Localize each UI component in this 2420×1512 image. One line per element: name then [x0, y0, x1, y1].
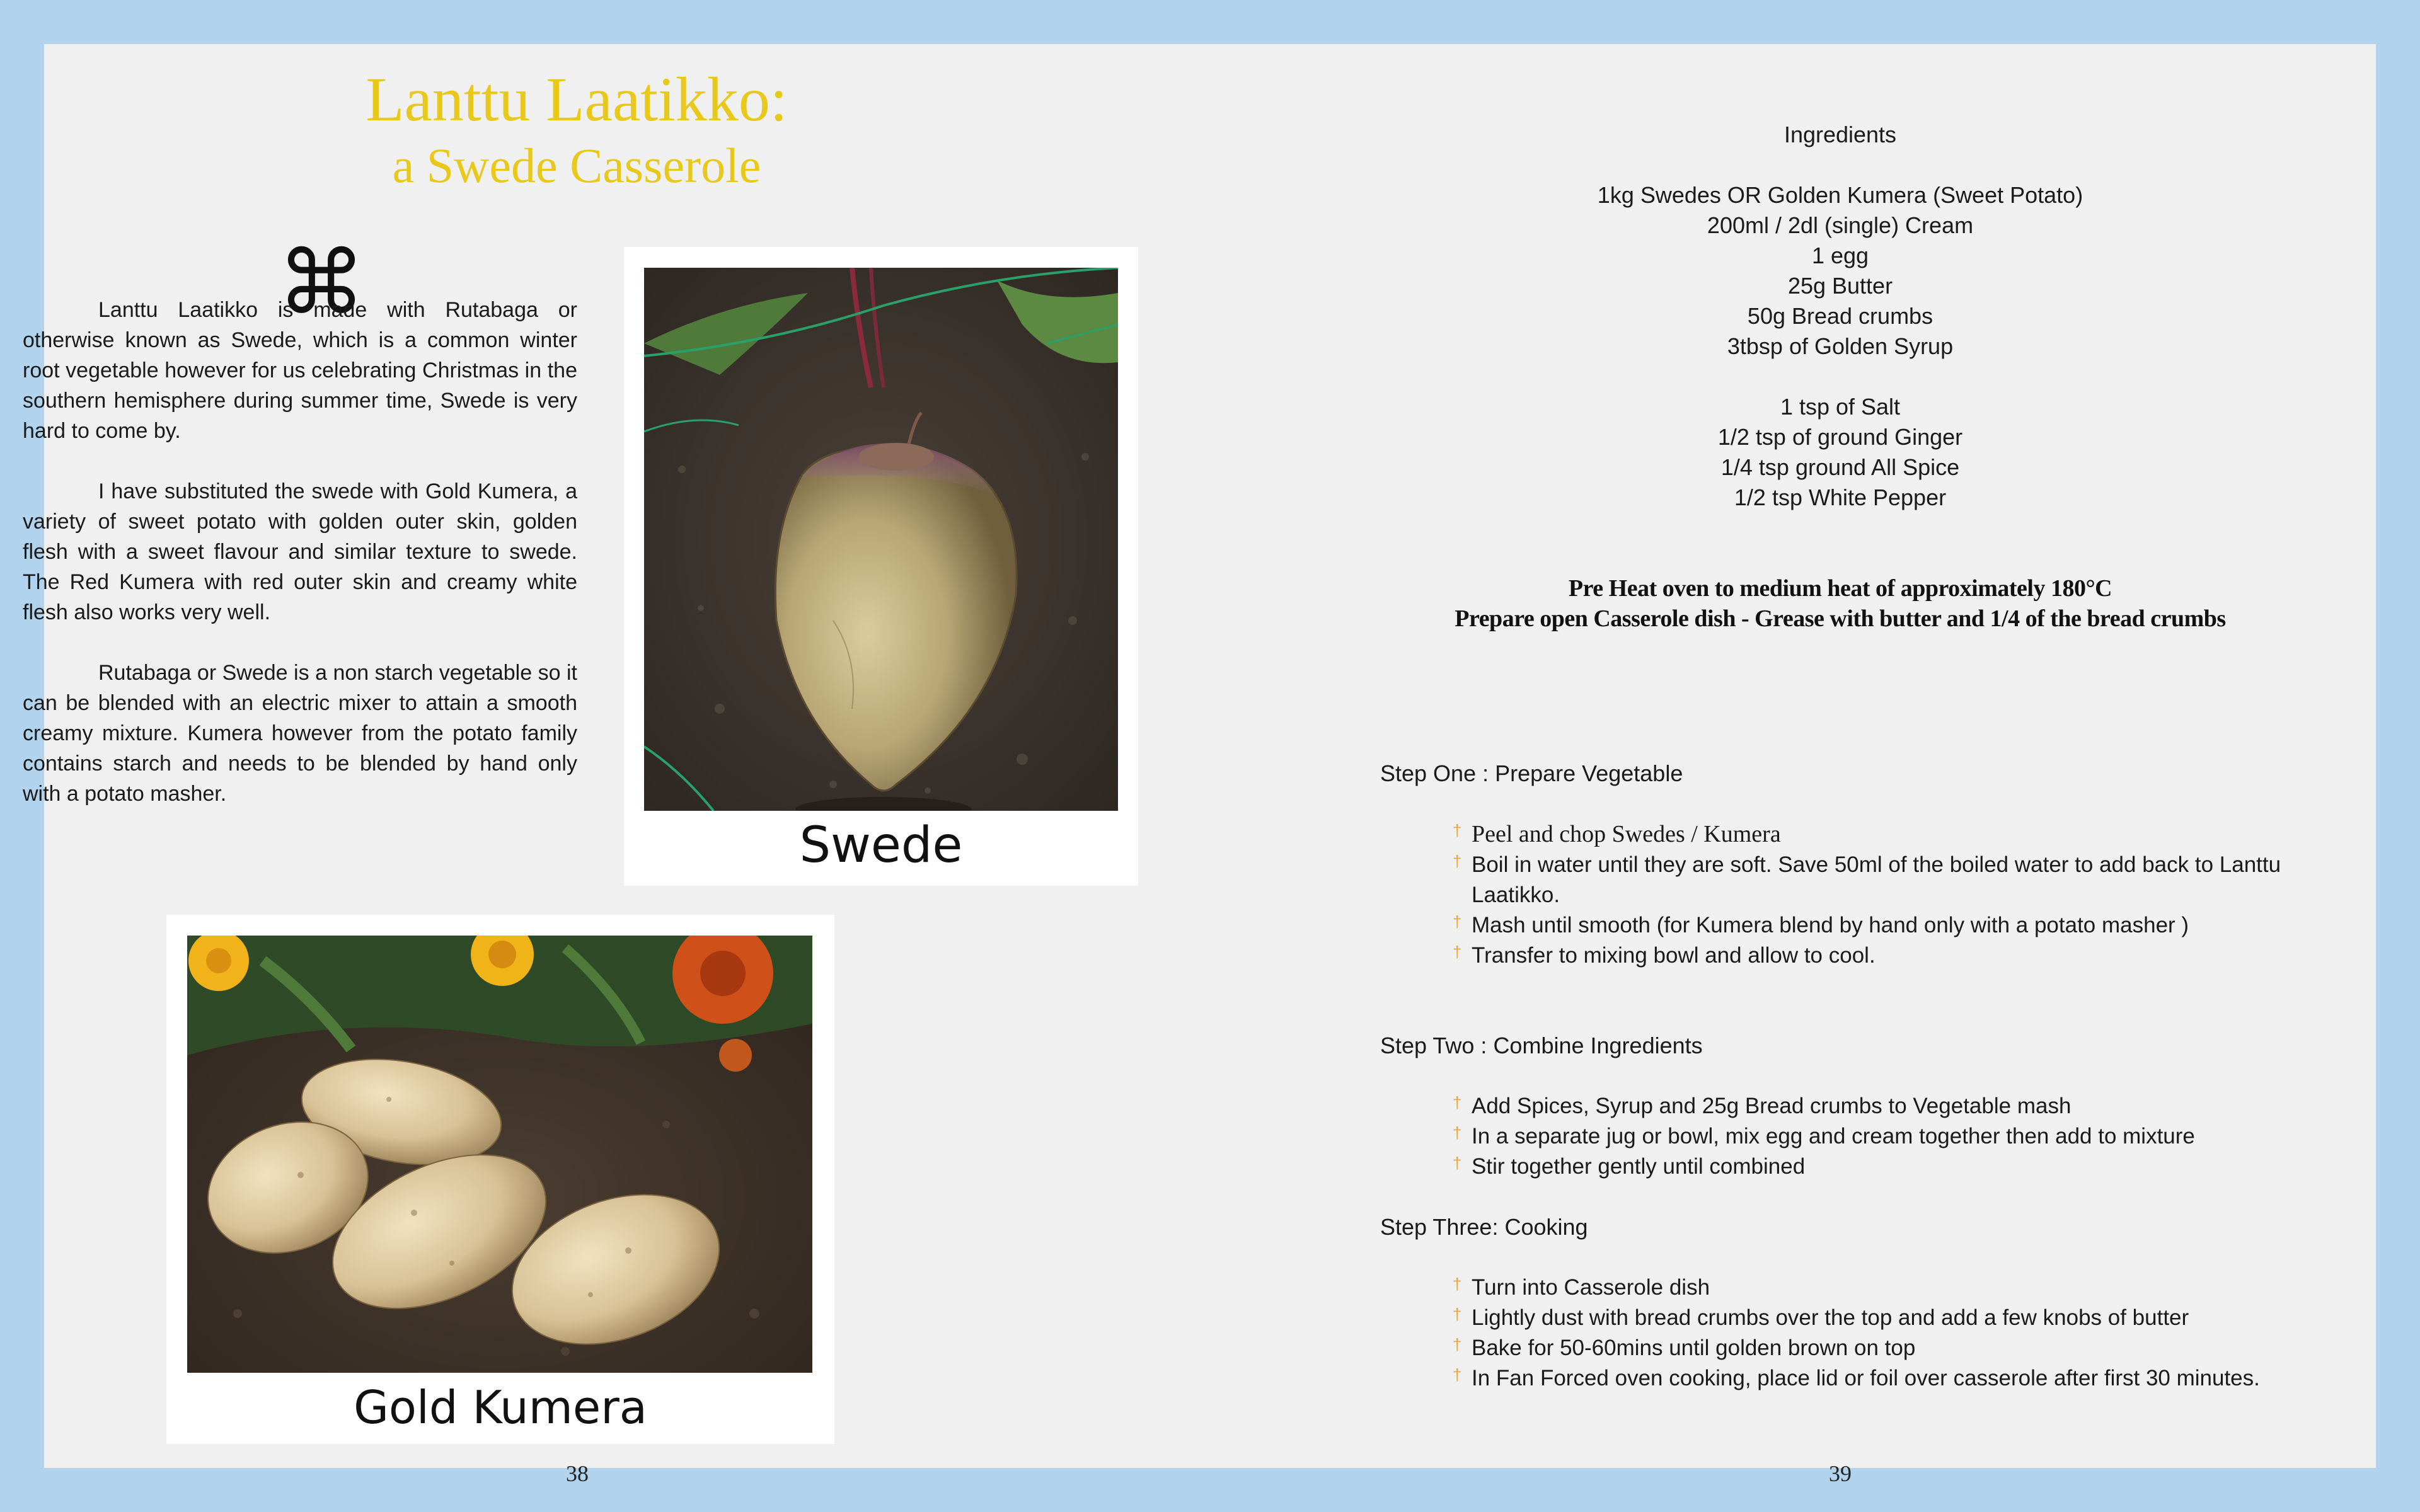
ingredient-item: 1/4 tsp ground All Spice — [1720, 454, 1960, 480]
step-item: † In a separate jug or bowl, mix egg and cream together then add to mixture — [1453, 1121, 2335, 1152]
page-number-left: 38 — [566, 1461, 589, 1486]
step-one-heading: Step One : Prepare Vegetable — [1380, 760, 1683, 786]
intro-paragraph: Rutabaga or Swede is a non starch vegetable so it can be blended with an electric mixer to attain a smooth creamy mixture. Kumera however from the potato family contains starch and needs to be blended by hand only with a potato masher. — [23, 661, 577, 806]
dagger-bullet-icon: † — [1453, 1123, 1462, 1142]
swede-photo — [644, 268, 1118, 811]
ingredient-item: 1kg Swedes OR Golden Kumera (Sweet Potato) — [1597, 182, 2083, 208]
recipe-title: Lanttu Laatikko: — [366, 64, 788, 134]
preheat-instructions — [1286, 573, 2395, 634]
dagger-bullet-icon: † — [1453, 1154, 1462, 1172]
step-item: † Transfer to mixing bowl and allow to cool. — [1453, 941, 2335, 971]
dagger-bullet-icon: † — [1453, 852, 1462, 871]
dagger-bullet-icon: † — [1453, 1093, 1462, 1112]
kumera-caption: Gold Kumera — [354, 1381, 647, 1434]
preheat-line: Pre Heat oven to medium heat of approximately 180°C — [1568, 575, 2112, 602]
ingredient-item: 1/2 tsp White Pepper — [1734, 484, 1947, 510]
intro-paragraph: I have substituted the swede with Gold Kumera, a variety of sweet potato with golden outer skin, golden flesh with a sweet flavour and similar texture to swede. The Red Kumera with red outer skin and creamy white flesh also works very well. — [23, 479, 577, 624]
step-item: † Peel and chop Swedes / Kumera — [1453, 819, 2335, 850]
ingredients-heading: Ingredients — [1783, 122, 1897, 147]
step-two-list — [1453, 1091, 2335, 1182]
ingredient-item: 1 tsp of Salt — [1780, 394, 1901, 420]
ingredient-item: 50g Bread crumbs — [1747, 303, 1933, 329]
step-three-list — [1453, 1273, 2335, 1394]
dagger-bullet-icon: † — [1453, 942, 1462, 961]
swede-caption: Swede — [799, 817, 963, 874]
intro-text — [23, 295, 577, 809]
dagger-bullet-icon: † — [1453, 821, 1462, 840]
ingredients-block — [1286, 120, 2395, 513]
dagger-bullet-icon: † — [1453, 1305, 1462, 1324]
step-two-heading: Step Two : Combine Ingredients — [1380, 1033, 1703, 1058]
ingredient-item — [1286, 362, 2395, 392]
dagger-bullet-icon: † — [1453, 1365, 1462, 1384]
page-number-right: 39 — [1829, 1461, 1852, 1486]
step-one-list — [1453, 819, 2335, 971]
ingredient-item: 3tbsp of Golden Syrup — [1727, 333, 1954, 359]
step-item: † Stir together gently until combined — [1453, 1152, 2335, 1182]
prepare-dish-line: Prepare open Casserole dish - Grease with butter and 1/4 of the bread crumbs — [1455, 605, 2226, 632]
step-item: † Boil in water until they are soft. Save 50ml of the boiled water to add back to Lanttu Laatikko. — [1453, 850, 2335, 910]
step-item: † Add Spices, Syrup and 25g Bread crumbs to Vegetable mash — [1453, 1091, 2335, 1121]
step-item: † Mash until smooth (for Kumera blend by hand only with a potato masher ) — [1453, 910, 2335, 941]
ingredient-item: 25g Butter — [1787, 273, 1893, 299]
step-item: † Bake for 50-60mins until golden brown on top — [1453, 1333, 2335, 1363]
dagger-bullet-icon: † — [1453, 1335, 1462, 1354]
recipe-subtitle: a Swede Casserole — [392, 138, 761, 193]
step-item: † Turn into Casserole dish — [1453, 1273, 2335, 1303]
step-item: † In Fan Forced oven cooking, place lid or foil over casserole after first 30 minutes. — [1453, 1363, 2335, 1394]
dagger-bullet-icon: † — [1453, 912, 1462, 931]
command-ornament-icon: ⌘ — [277, 232, 366, 335]
dagger-bullet-icon: † — [1453, 1274, 1462, 1293]
step-item: † Lightly dust with bread crumbs over the top and add a few knobs of butter — [1453, 1303, 2335, 1333]
intro-paragraph: Lanttu Laatikko is made with Rutabaga or otherwise known as Swede, which is a common winter root vegetable however for us celebrating Christmas in the southern hemisphere during summer time, Swede is very hard to come by. — [23, 298, 577, 443]
step-three-heading: Step Three: Cooking — [1380, 1214, 1588, 1240]
ingredient-item: 1/2 tsp of ground Ginger — [1717, 424, 1963, 450]
spacer — [1286, 150, 2395, 180]
ingredient-item: 1 egg — [1811, 243, 1869, 268]
kumera-photo-card — [166, 915, 834, 1444]
ingredient-item: 200ml / 2dl (single) Cream — [1707, 212, 1974, 238]
swede-photo-card — [624, 247, 1138, 886]
kumera-photo — [187, 936, 812, 1373]
